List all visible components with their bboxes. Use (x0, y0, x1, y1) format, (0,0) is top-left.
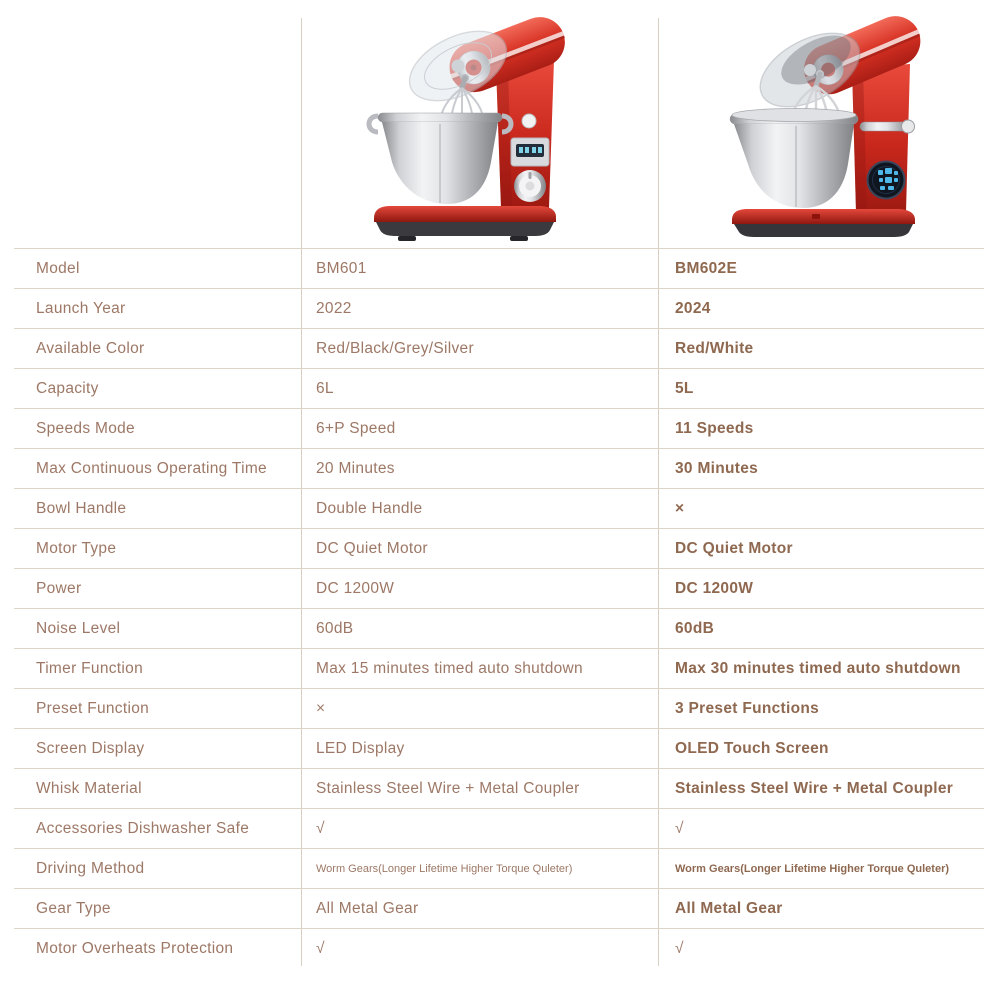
spec-value-bm602e: 2024 (675, 299, 711, 317)
spec-label: Noise Level (36, 619, 121, 637)
spec-label: Model (36, 259, 80, 277)
spec-value-bm601: × (316, 699, 326, 717)
spec-value-bm601: 2022 (316, 299, 352, 317)
spec-value-bm601: 20 Minutes (316, 459, 395, 477)
spec-label: Motor Type (36, 539, 117, 557)
spec-row-launch-year (14, 288, 984, 328)
spec-value-bm601: DC 1200W (316, 579, 395, 597)
product-image-bm602e (722, 12, 932, 238)
spec-value-bm601: Stainless Steel Wire + Metal Coupler (316, 779, 580, 797)
spec-row-speeds-mode (14, 408, 984, 448)
red-stand-mixer-bowl-handles-knob-led-icon (362, 10, 572, 242)
spec-value-bm601: All Metal Gear (316, 899, 419, 917)
spec-row-model (14, 248, 984, 288)
spec-row-driving-method (14, 848, 984, 888)
spec-table (14, 248, 984, 968)
spec-row-capacity (14, 368, 984, 408)
spec-label: Launch Year (36, 299, 126, 317)
spec-value-bm601: DC Quiet Motor (316, 539, 428, 557)
spec-row-motor-type (14, 528, 984, 568)
spec-value-bm602e: 60dB (675, 619, 715, 637)
spec-label: Gear Type (36, 899, 111, 917)
spec-label: Motor Overheats Protection (36, 939, 234, 957)
spec-value-bm602e: √ (675, 939, 684, 957)
spec-label: Preset Function (36, 699, 150, 717)
spec-label: Capacity (36, 379, 99, 397)
spec-label: Screen Display (36, 739, 145, 757)
spec-value-bm601: √ (316, 819, 325, 837)
spec-value-bm602e: 30 Minutes (675, 459, 759, 477)
spec-value-bm601: BM601 (316, 259, 367, 277)
spec-value-bm601: Worm Gears(Longer Lifetime Higher Torque Quleter) (316, 862, 573, 875)
spec-value-bm602e: Stainless Steel Wire + Metal Coupler (675, 779, 954, 797)
spec-label: Accessories Dishwasher Safe (36, 819, 250, 837)
spec-row-preset-function (14, 688, 984, 728)
spec-value-bm602e: √ (675, 819, 684, 837)
spec-label: Speeds Mode (36, 419, 135, 437)
spec-label: Power (36, 579, 82, 597)
spec-value-bm602e: OLED Touch Screen (675, 739, 829, 757)
product-image-bm601 (362, 10, 572, 242)
spec-value-bm602e: 5L (675, 379, 694, 397)
spec-row-noise-level (14, 608, 984, 648)
spec-value-bm602e: DC Quiet Motor (675, 539, 793, 557)
spec-row-timer-function (14, 648, 984, 688)
spec-value-bm602e: Red/White (675, 339, 754, 357)
spec-label: Max Continuous Operating Time (36, 459, 267, 477)
spec-row-screen-display (14, 728, 984, 768)
spec-row-max-continuous-operating-time (14, 448, 984, 488)
spec-value-bm601: Red/Black/Grey/Silver (316, 339, 474, 357)
spec-value-bm601: √ (316, 939, 325, 957)
spec-value-bm602e: 11 Speeds (675, 419, 754, 437)
spec-value-bm601: Max 15 minutes timed auto shutdown (316, 659, 583, 677)
spec-value-bm602e: DC 1200W (675, 579, 754, 597)
spec-value-bm602e: Worm Gears(Longer Lifetime Higher Torque Quleter) (675, 862, 950, 875)
spec-row-motor-overheats-protection (14, 928, 984, 968)
spec-row-accessories-dishwasher-safe (14, 808, 984, 848)
spec-row-bowl-handle (14, 488, 984, 528)
spec-value-bm602e: Max 30 minutes timed auto shutdown (675, 659, 961, 677)
spec-value-bm602e: All Metal Gear (675, 899, 783, 917)
spec-row-available-color (14, 328, 984, 368)
spec-value-bm601: LED Display (316, 739, 405, 757)
spec-row-gear-type (14, 888, 984, 928)
spec-label: Timer Function (36, 659, 143, 677)
spec-value-bm602e: 3 Preset Functions (675, 699, 820, 717)
spec-row-power (14, 568, 984, 608)
red-stand-mixer-oled-touch-screen-icon (722, 12, 932, 238)
spec-value-bm602e: × (675, 499, 685, 517)
spec-label: Whisk Material (36, 779, 142, 797)
spec-value-bm601: 6+P Speed (316, 419, 396, 437)
spec-label: Driving Method (36, 859, 145, 877)
spec-value-bm601: Double Handle (316, 499, 423, 517)
spec-label: Bowl Handle (36, 499, 127, 517)
spec-value-bm602e: BM602E (675, 259, 738, 277)
spec-value-bm601: 6L (316, 379, 334, 397)
spec-value-bm601: 60dB (316, 619, 354, 637)
spec-row-whisk-material (14, 768, 984, 808)
spec-label: Available Color (36, 339, 145, 357)
